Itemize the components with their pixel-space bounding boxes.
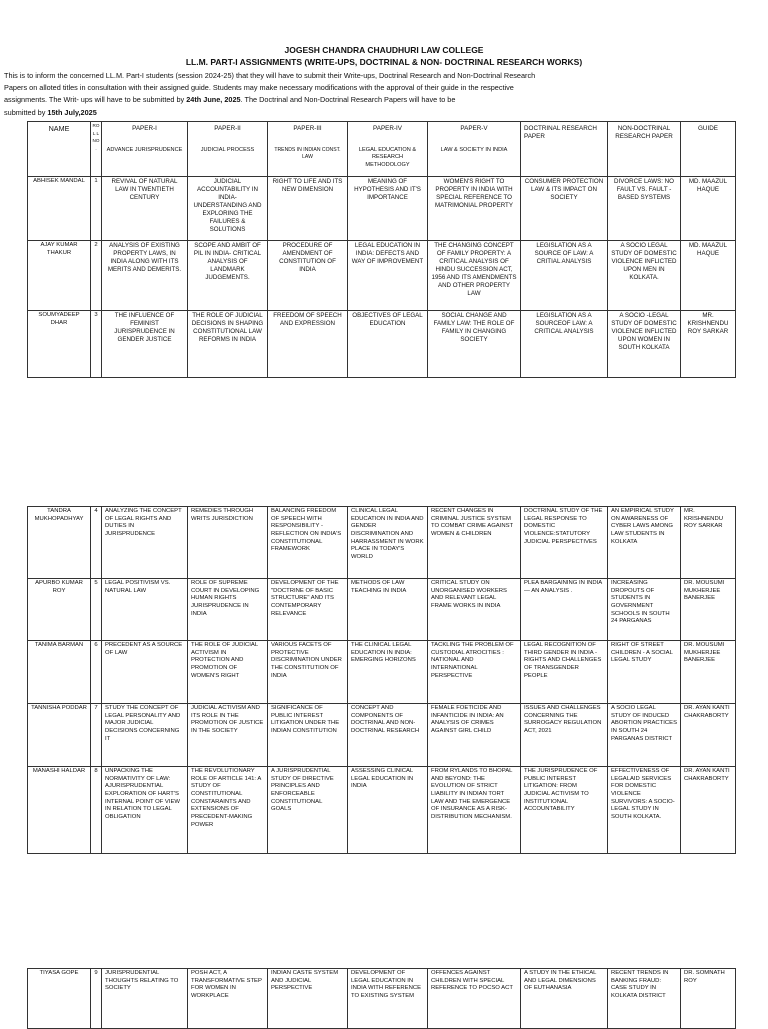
roll-number: 1 [91, 177, 102, 241]
paper1-topic: ANALYZING THE CONCEPT OF LEGAL RIGHTS AND DUTIES IN JURISPRUDENCE [102, 507, 188, 579]
guide-name: DR. AYAN KANTI CHAKRABORTY [681, 704, 736, 767]
student-name: AJAY KUMAR THAKUR [28, 241, 91, 311]
writeup-deadline: 24th June, 2025 [186, 95, 241, 105]
roll-number: 3 [91, 311, 102, 378]
paper1-topic: REVIVAL OF NATURAL LAW IN TWENTIETH CENTURY [102, 177, 188, 241]
col-name-header: NAME [28, 122, 91, 177]
paper3-topic: BALANCING FREEDOM OF SPEECH WITH RESPONSIBILITY - REFLECTION ON INDIA'S CONSTITUTIONAL FRAMEWORK [268, 507, 348, 579]
paper1-topic: STUDY THE CONCEPT OF LEGAL PERSONALITY AND MAJOR JUDICIAL DECISIONS CONCERNING IT [102, 704, 188, 767]
paper3-topic: SIGNIFICANCE OF PUBLIC INTEREST LITIGATION UNDER THE INDIAN CONSTITUTION [268, 704, 348, 767]
table-row [28, 641, 736, 704]
paper5-topic: OFFENCES AGAINST CHILDREN WITH SPECIAL REFERENCE TO POCSO ACT [428, 969, 521, 1029]
paper1-label: PAPER-I [132, 125, 157, 132]
paper3-topic: PROCEDURE OF AMENDMENT OF CONSTITUTION OF INDIA [268, 241, 348, 311]
nondoctrinal-topic: A SOCIO -LEGAL STUDY OF DOMESTIC VIOLENCE INFLICTED UPON WOMEN IN SOUTH KOLKATA [608, 311, 681, 378]
paper2-topic: JUDICIAL ACCOUNTABILITY IN INDIA- UNDERSTANDING AND EXPLORING THE FAILURES & SOLUTIONS [188, 177, 268, 241]
table-row [28, 311, 736, 378]
student-name: ABHISEK MANDAL [28, 177, 91, 241]
doctrinal-topic: LEGAL RECOGNITION OF THIRD GENDER IN INDIA - RIGHTS AND CHALLENGES OF TRANSGENDER PEOPLE [521, 641, 608, 704]
table-row [28, 241, 736, 311]
paper5-topic: WOMEN'S RIGHT TO PROPERTY IN INDIA WITH SPECIAL REFERENCE TO MATRIMONIAL PROPERTY [428, 177, 521, 241]
nondoctrinal-topic: A SOCIO LEGAL STUDY OF DOMESTIC VIOLENCE INFLICTED UPON MEN IN KOLKATA. [608, 241, 681, 311]
table-row [28, 767, 736, 854]
student-name: TIYASA GOPE [28, 969, 91, 1029]
guide-name: DR. MOUSUMI MUKHERJEE BANERJEE [681, 641, 736, 704]
col-paper4-header [348, 122, 428, 177]
paper4-topic: OBJECTIVES OF LEGAL EDUCATION [348, 311, 428, 378]
paper3-topic: A JURISPRUDENTIAL STUDY OF DIRECTIVE PRINCIPLES AND ENFORCEABLE CONSTITUTIONAL GOALS [268, 767, 348, 854]
roll-header-text: ROL L NO. [92, 123, 100, 152]
paper2-subject: JUDICIAL PROCESS [200, 147, 255, 154]
paper5-topic: CRITICAL STUDY ON UNORGANISED WORKERS AND RELEVANT LEGAL FRAME WORKS IN INDIA [428, 579, 521, 641]
doctrinal-label: DOCTRINAL RESEARCH PAPER [524, 125, 597, 141]
paper5-topic: TACKLING THE PROBLEM OF CUSTODIAL ATROCITIES : NATIONAL AND INTERNATIONAL PERSPECTIVE [428, 641, 521, 704]
doctrinal-topic: THE JURISPRUDENCE OF PUBLIC INTEREST LITIGATION: FROM JUDICIAL ACTIVISM TO INSTITUTIONAL ACCOUNTABILITY [521, 767, 608, 854]
doctrinal-topic: CONSUMER PROTECTION LAW & ITS IMPACT ON SOCIETY [521, 177, 608, 241]
paper4-label: PAPER-IV [373, 125, 402, 132]
doctrinal-topic: PLEA BARGAINING IN INDIA— AN ANALYSIS . [521, 579, 608, 641]
nondoctrinal-topic: RECENT TRENDS IN BANKING FRAUD: CASE STUDY IN KOLKATA DISTRICT [608, 969, 681, 1029]
paper4-topic: ASSESSING CLINICAL LEGAL EDUCATION IN INDIA [348, 767, 428, 854]
table-row [28, 579, 736, 641]
nondoctrinal-topic: AN EMPIRICAL STUDY ON AWARENESS OF CYBER LAWS AMONG LAW STUDENTS IN KOLKATA [608, 507, 681, 579]
doctrinal-topic: LEGISLATION AS A SOURCE OF LAW: A CRITIAL ANALYSIS [521, 241, 608, 311]
student-name: TANNISHA PODDAR [28, 704, 91, 767]
intro-paragraph [4, 70, 764, 119]
intro-line-2: Papers on alloted titles in consultation with their assigned guide. Students may make necessary modifications with the approval of their guide in the respective [4, 83, 514, 93]
paper3-topic: VARIOUS FACETS OF PROTECTIVE DISCRIMINATION UNDER THE CONSTITUTION OF INDIA [268, 641, 348, 704]
guide-name: MR. KRISHNENDU ROY SARKAR [681, 311, 736, 378]
nondoctrinal-label: NON-DOCTRINAL RESEARCH PAPER [615, 125, 673, 141]
paper5-topic: RECENT CHANGES IN CRIMINAL JUSTICE SYSTEM TO COMBAT CRIME AGAINST WOMEN & CHILDREN [428, 507, 521, 579]
paper1-topic: LEGAL POSITIVISM VS. NATURAL LAW [102, 579, 188, 641]
roll-number: 9 [91, 969, 102, 1029]
paper4-topic: CLINICAL LEGAL EDUCATION IN INDIA AND GENDER DISCRIMINATION AND HARRASSMENT IN WORK PLACE IN TODAY'S WORLD [348, 507, 428, 579]
roll-number: 5 [91, 579, 102, 641]
intro-line-4a: submitted by [4, 107, 48, 117]
paper2-label: PAPER-II [214, 125, 241, 132]
roll-number: 8 [91, 767, 102, 854]
guide-name: DR. MOUSUMI MUKHERJEE BANERJEE [681, 579, 736, 641]
col-paper2-header [188, 122, 268, 177]
paper3-topic: DEVELOPMENT OF THE "DOCTRINE OF BASIC STRUCTURE" AND ITS CONTEMPORARY RELEVANCE [268, 579, 348, 641]
intro-line-1: This is to inform the concerned LL.M. Part-I students (session 2024-25) that they will have to submit their Write-ups, Doctrinal Research and Non-Doctrinal Research [4, 71, 536, 80]
doctrinal-topic: DOCTRINAL STUDY OF THE LEGAL RESPONSE TO DOMESTIC VIOLENCE:STATUTORY JUDICIAL PERSPECTIVES [521, 507, 608, 579]
intro-line-3a: assignments. The Writ- ups will have to be submitted by [4, 95, 187, 105]
college-title: JOGESH CHANDRA CHAUDHURI LAW COLLEGE [284, 45, 484, 55]
paper1-topic: THE INFLUENCE OF FEMINIST JURISPRUDENCE IN GENDER JUSTICE [102, 311, 188, 378]
paper5-topic: THE CHANGING CONCEPT OF FAMILY PROPERTY: A CRITICAL ANALYSIS OF HINDU SUCCESSION ACT, 1956 AND ITS AMENDMENTS AND OTHER PROPERTY LAW [428, 241, 521, 311]
student-name: TANDRA MUKHOPADHYAY [28, 507, 91, 579]
paper4-subject: LEGAL EDUCATION & RESEARCH METHODOLOGY [358, 147, 417, 168]
student-name: MANASHI HALDAR [28, 767, 91, 854]
nondoctrinal-topic: INCREASING DROPOUTS OF STUDENTS IN GOVERNMENT SCHOOLS IN SOUTH 24 PARGANAS [608, 579, 681, 641]
paper2-topic: JUDICIAL ACTIVISM AND ITS ROLE IN THE PROMOTION OF JUSTICE IN THE SOCIETY [188, 704, 268, 767]
intro-line-4 [4, 107, 764, 119]
paper4-topic: DEVELOPMENT OF LEGAL EDUCATION IN INDIA WITH REFERENCE TO EXISTING SYSTEM [348, 969, 428, 1029]
document-subtitle: LL.M. PART-I ASSIGNMENTS (WRITE-UPS, DOCTRINAL & NON- DOCTRINAL RESEARCH WORKS) [185, 57, 583, 67]
student-name: TANIMA BARMAN [28, 641, 91, 704]
guide-name: DR. SOMNATH ROY [681, 969, 736, 1029]
paper2-topic: POSH ACT, A TRANSFORMATIVE STEP FOR WOMEN IN WORKPLACE [188, 969, 268, 1029]
col-paper3-header [268, 122, 348, 177]
paper5-topic: FEMALE FOETICIDE AND INFANTICIDE IN INDIA: AN ANALYSIS OF CRIMES AGAINST GIRL CHILD [428, 704, 521, 767]
roll-number: 2 [91, 241, 102, 311]
nondoctrinal-topic: EFFECTIVENESS OF LEGALAID SERVICES FOR DOMESTIC VIOLENCE SURVIVORS: A SOCIO-LEGAL STUDY IN SOUTH KOLKATA. [608, 767, 681, 854]
roll-number: 6 [91, 641, 102, 704]
table-row [28, 969, 736, 1029]
paper5-topic: FROM RYLANDS TO BHOPAL AND BEYOND: THE EVOLUTION OF STRICT LIABILITY IN INDIAN TORT LAW AND THE EMERGENCE OF INSURANCE AS A RISK-DISTRIBUTION MECHANISM. [428, 767, 521, 854]
paper1-topic: UNPACKING THE NORMATIVITY OF LAW: AJURISPRUDENTIAL EXPLORATION OF HART'S INTERNAL POINT OF VIEW IN RELATION TO LEGAL OBLIGATION [102, 767, 188, 854]
paper5-subject: LAW & SOCIETY IN INDIA [440, 147, 508, 154]
paper4-topic: METHODS OF LAW TEACHING IN INDIA [348, 579, 428, 641]
guide-name: DR. AYAN KANTI CHAKRABORTY [681, 767, 736, 854]
paper2-topic: THE ROLE OF JUDICIAL DECISIONS IN SHAPING CONSTITUTIONAL LAW REFORMS IN INDIA [188, 311, 268, 378]
paper2-topic: SCOPE AND AMBIT OF PIL IN INDIA- CRITICAL ANALYSIS OF LANDMARK JUDGEMENTS. [188, 241, 268, 311]
paper2-topic: REMEDIES THROUGH WRITS JURISDICTION [188, 507, 268, 579]
doctrinal-topic: LEGISLATION AS A SOURCEOF LAW: A CRITICAL ANALYSIS [521, 311, 608, 378]
paper4-topic: THE CLINICAL LEGAL EDUCATION IN INDIA: EMERGING HORIZONS [348, 641, 428, 704]
header-row [28, 122, 736, 177]
paper1-topic: JURISPRUDENTIAL THOUGHTS RELATING TO SOCIETY [102, 969, 188, 1029]
doctrinal-topic: ISSUES AND CHALLENGES CONCERNING THE SURROGACY REGULATION ACT, 2021 [521, 704, 608, 767]
guide-name: MR. KRISHNENDU ROY SARKAR [681, 507, 736, 579]
nondoctrinal-topic: RIGHT OF STREET CHILDREN - A SOCIAL LEGAL STUDY [608, 641, 681, 704]
nondoctrinal-topic: A SOCIO LEGAL STUDY OF INDUCED ABORTION PRACTICES IN SOUTH 24 PARGANAS DISTRICT [608, 704, 681, 767]
paper1-subject: ADVANCE JURISPRUDENCE [106, 147, 183, 154]
student-name: APURBO KUMAR ROY [28, 579, 91, 641]
paper2-topic: ROLE OF SUPREME COURT IN DEVELOPING HUMAN RIGHTS JURISPRUDENCE IN INDIA [188, 579, 268, 641]
paper2-topic: THE REVOLUTIONARY ROLE OF ARTICLE 141: A STUDY OF CONSTITUTIONAL CONSTARAINTS AND EXTENSIONS OF PRECEDENT-MAKING POWER [188, 767, 268, 854]
research-deadline: 15th July,2025 [47, 107, 97, 117]
paper4-topic: CONCEPT AND COMPONENTS OF DOCTRINAL AND NON-DOCTRINAL RESEARCH [348, 704, 428, 767]
student-name: SOUMYADEEP DHAR [28, 311, 91, 378]
paper4-topic: LEGAL EDUCATION IN INDIA: DEFECTS AND WAY OF IMPROVEMENT [348, 241, 428, 311]
paper3-topic: FREEDOM OF SPEECH AND EXPRESSION [268, 311, 348, 378]
table-row [28, 704, 736, 767]
col-paper5-header [428, 122, 521, 177]
paper3-topic: INDIAN CASTE SYSTEM AND JUDICIAL PERSPECTIVE [268, 969, 348, 1029]
paper1-topic: PRECEDENT AS A SOURCE OF LAW [102, 641, 188, 704]
roll-number: 4 [91, 507, 102, 579]
intro-line-3b: . The Doctrinal and Non-Doctrinal Research Papers will have to be [240, 95, 456, 105]
table-row [28, 177, 736, 241]
col-doctrinal-header [521, 122, 608, 177]
paper2-topic: THE ROLE OF JUDICIAL ACTIVISM IN PROTECTION AND PROMOTION OF WOMEN'S RIGHT [188, 641, 268, 704]
paper5-topic: SOCIAL CHANGE AND FAMILY LAW: THE ROLE OF FAMILY IN CHANGING SOCIETY [428, 311, 521, 378]
paper4-topic: MEANING OF HYPOTHESIS AND IT'S IMPORTANCE [348, 177, 428, 241]
assignment-table-page-3 [27, 968, 736, 1029]
col-paper1-header [102, 122, 188, 177]
assignment-table-page-1 [27, 121, 736, 378]
intro-line-3 [4, 94, 764, 106]
paper3-subject: TRENDS IN INDIAN CONST. LAW [274, 147, 341, 160]
nondoctrinal-topic: DIVORCE LAWS: NO FAULT VS. FAULT -BASED SYSTEMS [608, 177, 681, 241]
col-guide-header [681, 122, 736, 177]
table-row [28, 507, 736, 579]
paper3-label: PAPER-III [293, 125, 322, 132]
paper1-topic: ANALYSIS OF EXISTING PROPERTY LAWS, IN INDIA ALONG WITH ITS MERITS AND DEMERITS. [102, 241, 188, 311]
guide-name: MD. MAAZUL HAQUE [681, 241, 736, 311]
doctrinal-topic: A STUDY IN THE ETHICAL AND LEGAL DIMENSIONS OF EUTHANASIA [521, 969, 608, 1029]
assignment-table-page-2 [27, 506, 736, 854]
paper5-label: PAPER-V [460, 125, 488, 132]
guide-name: MD. MAAZUL HAQUE [681, 177, 736, 241]
paper3-topic: RIGHT TO LIFE AND ITS NEW DIMENSION [268, 177, 348, 241]
col-nondoctrinal-header [608, 122, 681, 177]
roll-number: 7 [91, 704, 102, 767]
col-roll-header [91, 122, 102, 177]
guide-label: GUIDE [698, 125, 718, 132]
